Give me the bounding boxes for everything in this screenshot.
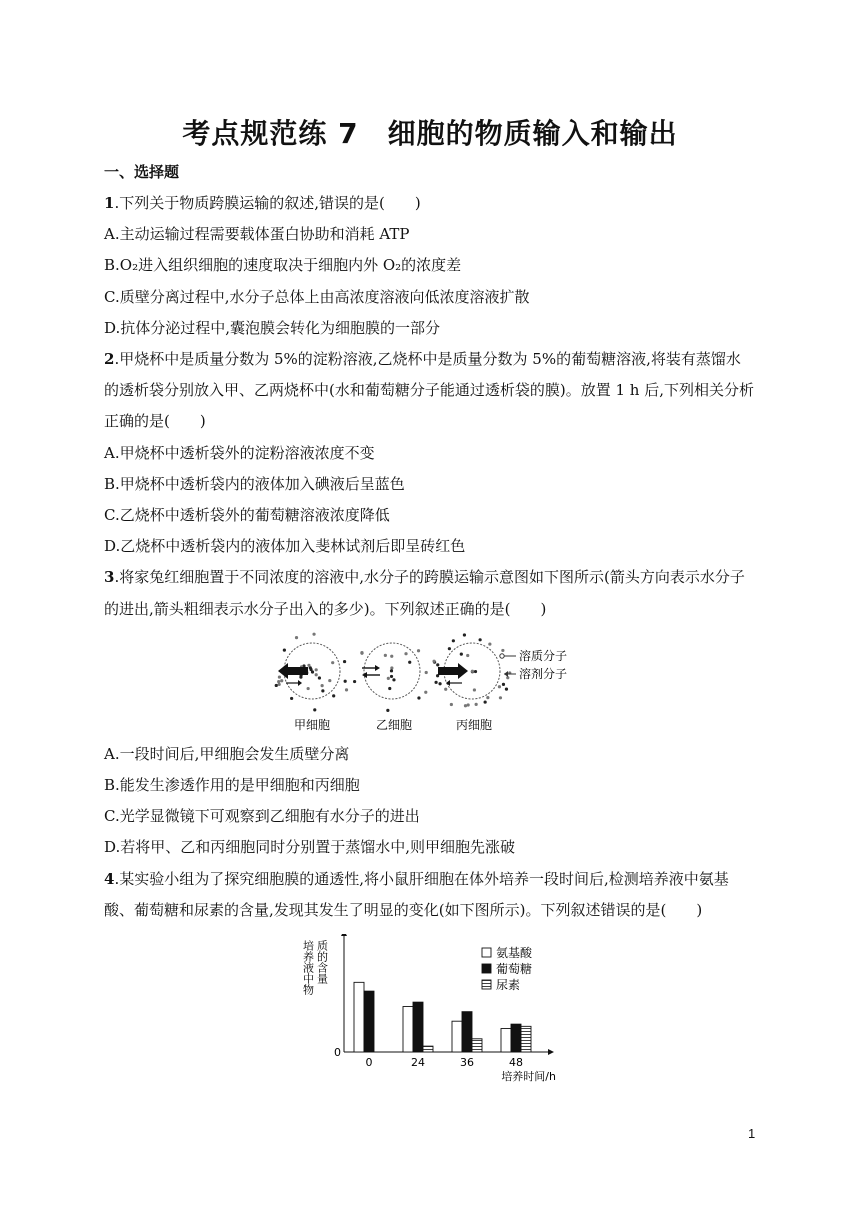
molecule-dot <box>388 687 391 690</box>
molecule-dot <box>328 679 331 682</box>
molecule-dot <box>434 681 437 684</box>
legend-swatch <box>482 964 491 973</box>
option-2c: C.乙烧杯中透析袋外的葡萄糖溶液浓度降低 <box>104 506 390 525</box>
molecule-dot <box>283 648 286 651</box>
molecule-dot <box>312 632 315 635</box>
cell-label-bing: 丙细胞 <box>456 717 493 732</box>
molecule-dot <box>479 638 482 641</box>
question-text: .甲烧杯中是质量分数为 5%的淀粉溶液,乙烧杯中是质量分数为 5%的葡萄糖溶液,将装有蒸馏水的透析袋分别放入甲、乙两烧杯中(水和葡萄糖分子能通过透析袋的膜)。放置 1 h 后,下列相关分析正确的是( ) <box>104 350 754 431</box>
molecule-dot <box>436 663 439 666</box>
molecule-dot <box>425 671 428 674</box>
arrow-head <box>298 680 302 686</box>
question-number: 3 <box>104 568 115 587</box>
arrow-head <box>446 680 450 686</box>
molecule-dot <box>471 669 474 672</box>
x-tick-label: 48 <box>509 1056 523 1070</box>
legend-solvent-label: 溶剂分子 <box>519 666 568 681</box>
option-1c: C.质壁分离过程中,水分子总体上由高浓度溶液向低浓度溶液扩散 <box>104 287 530 306</box>
molecule-dot <box>275 684 278 687</box>
molecule-dot <box>474 670 477 673</box>
molecule-dot <box>464 704 467 707</box>
molecule-dot <box>390 669 393 672</box>
molecule-dot <box>290 697 293 700</box>
molecule-dot <box>499 696 502 699</box>
bar-葡萄糖-48 <box>511 1024 521 1052</box>
option-2a: A.甲烧杯中透析袋外的淀粉溶液浓度不变 <box>104 443 375 462</box>
legend-solvent <box>504 666 567 681</box>
molecule-dot <box>438 682 441 685</box>
molecule-dot <box>502 683 505 686</box>
molecule-dot <box>353 680 356 683</box>
legend-solute-label: 溶质分子 <box>519 648 568 663</box>
document-body <box>104 160 754 1088</box>
option-1a: A.主动运输过程需要载体蛋白协助和消耗 ATP <box>104 225 410 244</box>
molecule-dot <box>307 664 310 667</box>
molecule-dot <box>452 639 455 642</box>
molecule-dot <box>498 685 501 688</box>
y-axis-arrow <box>341 934 347 936</box>
section-heading: 一、选择题 <box>104 163 180 181</box>
option-3b: B.能发生渗透作用的是甲细胞和丙细胞 <box>104 776 360 795</box>
bar-氨基酸-36 <box>452 1021 462 1052</box>
molecule-dot <box>331 661 334 664</box>
molecule-dot <box>299 675 302 678</box>
cell-diagram <box>275 632 348 711</box>
molecule-dot <box>278 683 281 686</box>
y-axis-label: 培养液中物 <box>301 940 315 996</box>
option-1d: D.抗体分泌过程中,囊泡膜会转化为细胞膜的一部分 <box>104 318 441 337</box>
question-4-stem <box>104 864 754 926</box>
bar-葡萄糖-0 <box>364 991 374 1052</box>
bar-氨基酸-48 <box>501 1029 511 1052</box>
origin-label: 0 <box>334 1046 341 1060</box>
thick-arrow-in <box>438 663 468 679</box>
option-2d: D.乙烧杯中透析袋内的液体加入斐林试剂后即呈砖红色 <box>104 537 466 556</box>
molecule-dot <box>280 679 283 682</box>
molecule-dot <box>505 687 508 690</box>
option-2b: B.甲烧杯中透析袋内的液体加入碘液后呈蓝色 <box>104 474 405 493</box>
molecule-dot <box>484 700 487 703</box>
legend-solute <box>500 648 567 663</box>
arrow-head <box>375 665 380 671</box>
question-1-stem <box>104 188 754 219</box>
molecule-dot <box>277 680 280 683</box>
molecule-dot <box>390 655 393 658</box>
molecule-dot <box>360 651 363 654</box>
cell-osmosis-figure <box>268 629 608 735</box>
molecule-dot <box>466 654 469 657</box>
question-number: 2 <box>104 350 115 369</box>
option-3d: D.若将甲、乙和丙细胞同时分别置于蒸馏水中,则甲细胞先涨破 <box>104 838 516 857</box>
option-1b: B.O₂进入组织细胞的速度取决于细胞内外 O₂的浓度差 <box>104 256 462 275</box>
molecule-dot <box>307 687 310 690</box>
cell-diagram <box>432 633 511 707</box>
molecule-dot <box>463 633 466 636</box>
molecule-dot <box>318 676 321 679</box>
molecule-dot <box>486 696 489 699</box>
x-axis-arrow <box>548 1049 554 1055</box>
molecule-dot <box>450 703 453 706</box>
option-3c: C.光学显微镜下可观察到乙细胞有水分子的进出 <box>104 807 420 826</box>
x-tick-label: 24 <box>411 1056 425 1070</box>
x-tick-label: 36 <box>460 1056 474 1070</box>
option-3a: A.一段时间后,甲细胞会发生质壁分离 <box>104 744 350 763</box>
molecule-dot <box>311 670 314 673</box>
legend-label: 氨基酸 <box>496 946 533 961</box>
x-axis-label: 培养时间/h <box>501 1070 556 1084</box>
molecule-dot <box>417 696 420 699</box>
molecule-dot <box>417 649 420 652</box>
legend-swatch <box>482 948 491 957</box>
molecule-dot <box>321 684 324 687</box>
molecule-dot <box>501 649 504 652</box>
cell-label-yi: 乙细胞 <box>376 717 413 732</box>
bar-尿素-36 <box>472 1039 482 1052</box>
molecule-dot <box>315 668 318 671</box>
question-text: .将家兔红细胞置于不同浓度的溶液中,水分子的跨膜运输示意图如下图所示(箭头方向表示水分子的进出,箭头粗细表示水分子出入的多少)。下列叙述正确的是( ) <box>104 568 745 618</box>
molecule-dot <box>343 660 346 663</box>
legend-label: 葡萄糖 <box>496 962 533 977</box>
y-axis-label: 质的含量 <box>315 940 329 985</box>
page-number: 1 <box>748 1126 756 1141</box>
molecule-dot <box>408 660 411 663</box>
molecule-dot <box>473 688 476 691</box>
page-title: 考点规范练 7 细胞的物质输入和输出 <box>182 117 678 150</box>
molecule-dot <box>344 679 347 682</box>
question-number: 4 <box>104 869 115 888</box>
bar-尿素-24 <box>423 1046 433 1052</box>
x-tick-label: 0 <box>365 1056 373 1070</box>
bar-葡萄糖-36 <box>462 1012 472 1052</box>
molecule-dot <box>278 675 281 678</box>
molecule-dot <box>295 636 298 639</box>
cells-group <box>275 632 512 711</box>
legend-swatch <box>482 980 491 989</box>
molecule-dot <box>387 677 390 680</box>
molecule-dot <box>390 666 393 669</box>
molecule-dot <box>332 694 335 697</box>
cell-diagram <box>353 643 428 712</box>
molecule-dot <box>392 678 395 681</box>
molecule-dot <box>424 691 427 694</box>
molecule-dot <box>384 654 387 657</box>
molecule-dot <box>321 689 324 692</box>
molecule-dot <box>448 647 451 650</box>
cell-label-jia: 甲细胞 <box>294 717 331 732</box>
molecule-dot <box>460 652 463 655</box>
legend-label: 尿素 <box>496 978 521 993</box>
question-2-stem <box>104 344 754 438</box>
question-text: .下列关于物质跨膜运输的叙述,错误的是( ) <box>114 194 421 212</box>
question-3-stem <box>104 562 754 624</box>
molecule-dot <box>467 703 470 706</box>
bar-葡萄糖-24 <box>413 1002 423 1052</box>
molecule-dot <box>404 652 407 655</box>
molecule-dot <box>390 675 393 678</box>
nutrient-bar-chart <box>300 934 600 1084</box>
bar-氨基酸-24 <box>403 1007 413 1052</box>
molecule-dot <box>345 688 348 691</box>
molecule-dot <box>475 703 478 706</box>
molecule-dot <box>315 673 318 676</box>
molecule-dot <box>386 709 389 712</box>
molecule-dot <box>488 642 491 645</box>
molecule-dot <box>444 687 447 690</box>
molecule-dot <box>432 660 435 663</box>
question-text: .某实验小组为了探究细胞膜的通透性,将小鼠肝细胞在体外培养一段时间后,检测培养液中氨基酸、葡萄糖和尿素的含量,发现其发生了明显的变化(如下图所示)。下列叙述错误的是( ) <box>104 869 729 919</box>
bar-氨基酸-0 <box>354 982 364 1052</box>
question-number: 1 <box>104 194 115 212</box>
molecule-dot <box>313 708 316 711</box>
bar-尿素-48 <box>521 1026 531 1052</box>
